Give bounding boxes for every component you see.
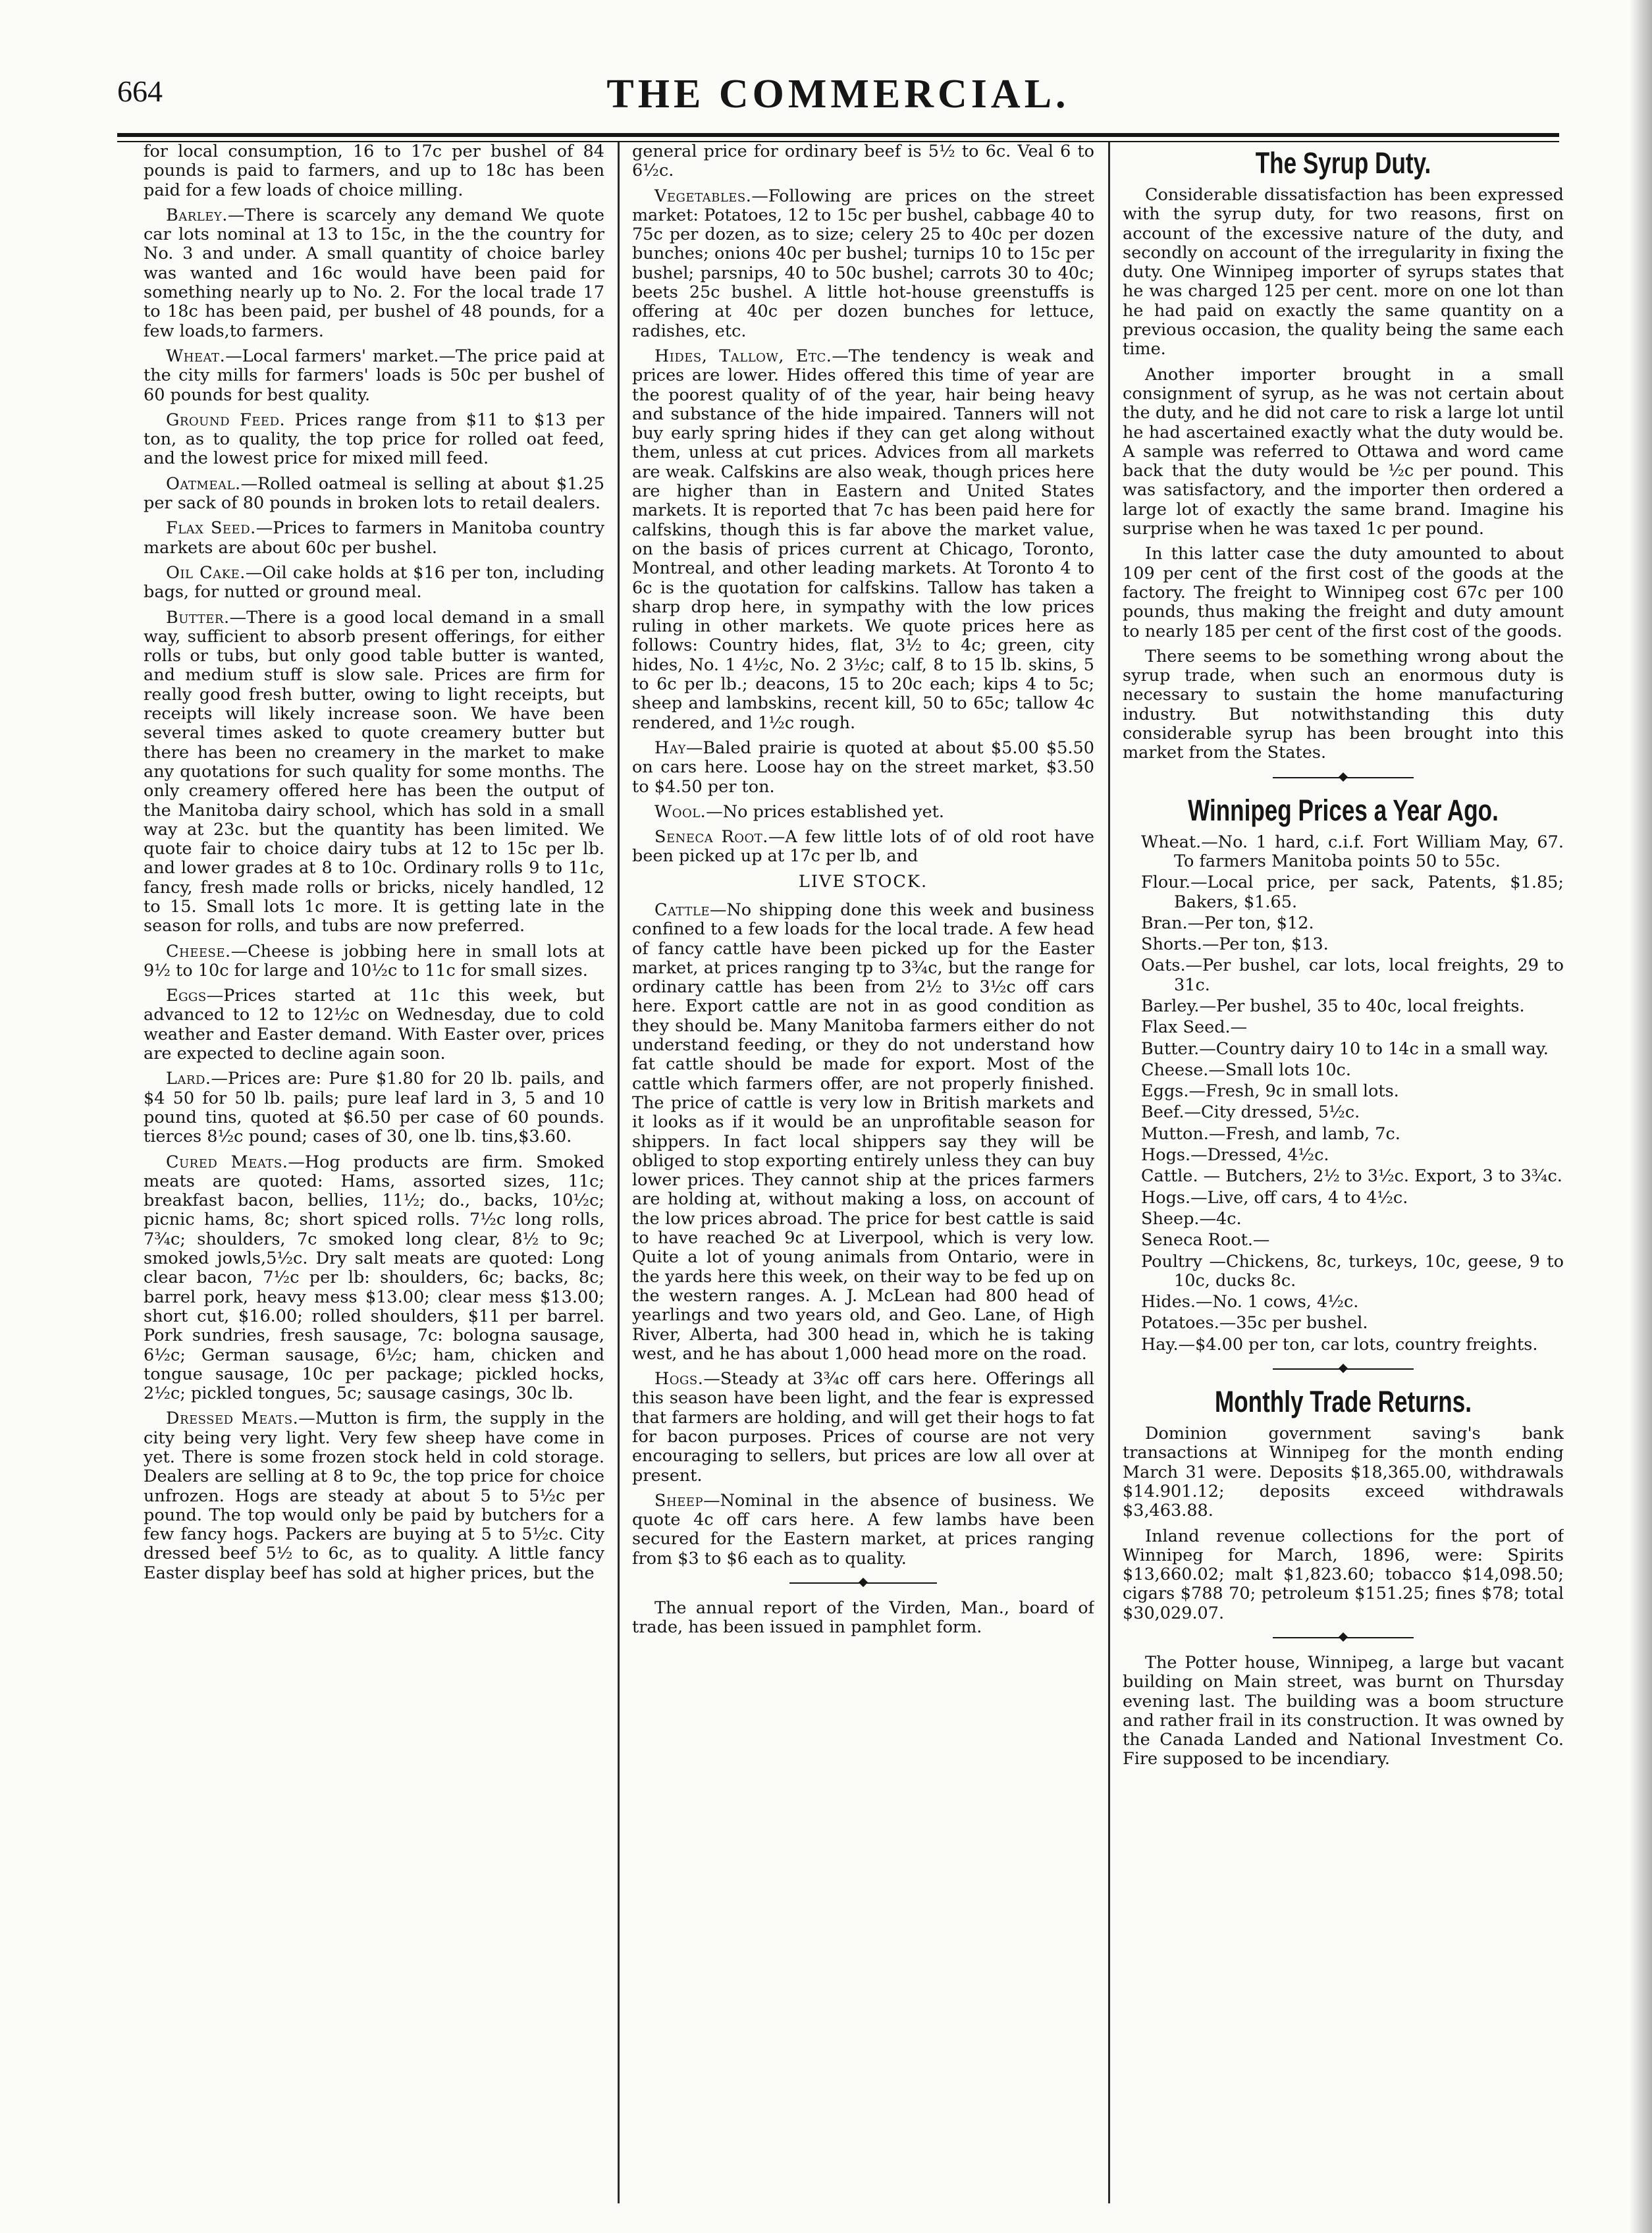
- monthly-paragraph: Inland revenue collections for the port of Winnipeg for March, 1896, were: Spirits $13,660.02; malt $1,823.60; tobacco $14,098.50; cigars $788 70; petroleum $151.25; fines $78; total $30,029.07.: [1123, 1526, 1564, 1623]
- paragraph-text: —There is a good local demand in a small way, sufficient to absorb present offerings, for either rolls or tubs, but only good table butter is wanted, and medium stuff is slow sale. Prices are firm for really good fresh butter, owing to light receipts, but receipts will likely increase soon. We have been several times asked to quote creamery butter but there has been no creamery in the market to make any quotations for such quality for some months. The only creamery offered here has been the output of the Manitoba dairy school, which has sold in a small way at 23c. but the quantity has been limited. We quote fair to choice dairy tubs at 12 to 15c per lb. and lower grades at 8 to 10c. Ordinary rolls 9 to 11c, fancy, fresh made rolls or bricks, nicely handled, 12 to 15. Small lots 1c more. It is getting late in the season for rolls, and tubs are now preferred.: [144, 607, 604, 936]
- year-ago-item: Flour.—Local price, per sack, Patents, $1.85; Bakers, $1.65.: [1141, 873, 1564, 912]
- paragraph-text: —Steady at 3¾c off cars here. Offerings all this season have been light, and the fear is expressed that farmers are holding, and will get their hogs to fat for bacon purposes. Prices of course are not very encouraging to sellers, but prices are low all over at present.: [632, 1369, 1094, 1486]
- year-ago-item: Hay.—$4.00 per ton, car lots, country freights.: [1141, 1334, 1538, 1355]
- column-rule: [1108, 142, 1110, 2203]
- paragraph-lead: Lard.: [166, 1069, 211, 1089]
- page-header: [117, 74, 1559, 133]
- year-ago-item: Cattle. — Butchers, 2½ to 3½c. Export, 3 to 3¾c.: [1141, 1166, 1562, 1187]
- paragraph-lead: Cheese.: [166, 941, 231, 961]
- paragraph-text: —Prices to farmers in Manitoba country markets are about 60c per bushel.: [144, 518, 604, 558]
- paragraph-text: —No shipping done this week and business confined to a few loads for the local trade. A few head of fancy cattle have been picked up for the Easter market, at prices ranging tp to 3¾c, but the range for ordinary cattle has been from 2½ to 3½c off cars here. Export cattle are not in as good condition as they should be. Many Manitoba farmers either do not understand feeding, or they do not understand how fat cattle should be made for export. Most of the cattle which farmers offer, are not properly finished. The price of cattle is very low in British markets and it looks as if it would be an unprofitable season for shippers. In fact local shippers say they will be obliged to stop exporting entirely unless they can buy lower prices. They cannot ship at the prices farmers are holding at, without making a loss, on account of the low prices abroad. The price for best cattle is said to have reached 9c at Liverpool, which is very low. Quite a lot of young animals from Ontario, were in the yards here this week, on their way to be fed up on the western ranges. A. J. McLean had 800 head of yearlings and two years old, and Geo. Lane, of High River, Alberta, had 300 head in, which he is taking west, and he has about 1,000 head more on the road.: [632, 900, 1094, 1364]
- section-ornament: [632, 1579, 1094, 1587]
- paragraph-text: for local consumption, 16 to 17c per bushel of 84 pounds is paid to farmers, and up to 18c has been paid for a few loads of choice milling.: [144, 142, 604, 200]
- year-ago-item: Eggs.—Fresh, 9c in small lots.: [1141, 1081, 1399, 1102]
- market-paragraph: [144, 986, 604, 1063]
- paragraph-lead: Sheep: [654, 1490, 704, 1511]
- paragraph-lead: Ground Feed.: [166, 410, 286, 430]
- year-ago-item: Hogs.—Live, off cars, 4 to 4½c.: [1141, 1187, 1408, 1208]
- paragraph-text: —No prices established yet.: [706, 801, 944, 822]
- market-paragraph: [632, 1492, 1094, 1569]
- paragraph-text: —Prices started at 11c this week, but advanced to 12 to 12½c on Wednesday, due to cold weather and Easter demand. With Easter over, prices are expected to decline again soon.: [144, 986, 604, 1064]
- year-ago-item: Poultry —Chickens, 8c, turkeys, 10c, geese, 9 to 10c, ducks 8c.: [1141, 1251, 1564, 1291]
- market-paragraph: [632, 142, 1094, 181]
- year-ago-item: Flax Seed.—: [1141, 1017, 1248, 1038]
- paragraph-lead: Flax Seed.: [166, 518, 256, 539]
- paragraph-lead: Vegetables.: [654, 186, 752, 206]
- paragraph-lead: Butter.: [166, 607, 230, 628]
- page-edge-shadow: [1630, 0, 1652, 2233]
- market-paragraph: [144, 942, 604, 981]
- market-paragraph: [144, 564, 604, 603]
- paragraph-lead: Cured Meats.: [166, 1152, 288, 1172]
- year-ago-item: Butter.—Country dairy 10 to 14c in a small way.: [1141, 1038, 1549, 1059]
- paragraph-text: —Oil cake holds at $16 per ton, including bags, for nutted or ground meal.: [144, 562, 604, 603]
- year-ago-heading: Winnipeg Prices a Year Ago.: [1188, 793, 1499, 827]
- paragraph-lead: Hides, Tallow, Etc.: [654, 346, 832, 366]
- market-paragraph: [632, 901, 1094, 1364]
- subheading: LIVE STOCK.: [798, 871, 928, 892]
- year-ago-item: Shorts.—Per ton, $13.: [1141, 934, 1329, 955]
- paragraph-text: general price for ordinary beef is 5½ to 6c. Veal 6 to 6½c.: [632, 142, 1094, 181]
- section-ornament: [1123, 1634, 1564, 1642]
- market-paragraph: [144, 206, 604, 341]
- year-ago-item: Potatoes.—35c per bushel.: [1141, 1313, 1368, 1333]
- market-paragraph: [144, 1153, 604, 1404]
- paragraph-text: —Baled prairie is quoted at about $5.00 $5.50 on cars here. Loose hay on the street market, $3.50 to $4.50 per ton.: [632, 738, 1094, 797]
- market-paragraph: [144, 411, 604, 469]
- section-ornament: [1123, 1365, 1564, 1373]
- syrup-paragraph: Considerable dissatisfaction has been expressed with the syrup duty, for two reasons, first on account of the excessive nature of the duty, and secondly on account of the irregularity in fixing the duty. One Winnipeg importer of syrups states that he was charged 125 per cent. more on one lot than he had paid on exactly the same quantity on a previous occasion, the quality being the same each time.: [1123, 185, 1564, 360]
- paragraph-text: —Following are prices on the street market: Potatoes, 12 to 15c per bushel, cabbage 40 to 75c per dozen, as to size; celery 25 to 40c per dozen bunches; onions 40c per bushel; turnips 10 to 15c per bushel; parsnips, 40 to 50c bushel; carrots 30 to 40c; beets 25c bushel. A little hot-house greenstuffs is offering at 40c per dozen bunches for lettuce, radishes, etc.: [632, 186, 1094, 341]
- market-paragraph: [144, 1069, 604, 1146]
- year-ago-item: Hides.—No. 1 cows, 4½c.: [1141, 1292, 1359, 1312]
- year-ago-item: Mutton.—Fresh, and lamb, 7c.: [1141, 1123, 1400, 1144]
- paragraph-text: —Nominal in the absence of business. We quote 4c off cars here. A few lambs have been secured for the Eastern market, at prices ranging from $3 to $6 each as to quality.: [632, 1490, 1094, 1569]
- paragraph-text: —Local farmers' market.—The price paid at the city mills for farmers' loads is 50c per bushel of 60 pounds for best quality.: [144, 346, 604, 405]
- paragraph-lead: Oatmeal.: [166, 473, 241, 494]
- syrup-paragraph: There seems to be something wrong about the syrup trade, when such an enormous duty is necessary to sustain the home manufacturing industry. But notwithstanding this duty considerable syrup has been brought into this market from the States.: [1123, 646, 1564, 763]
- year-ago-item: Bran.—Per ton, $12.: [1141, 913, 1314, 933]
- year-ago-item: Sheep.—4c.: [1141, 1208, 1242, 1229]
- market-paragraph: [632, 347, 1094, 733]
- year-ago-item: Wheat.—No. 1 hard, c.i.f. Fort William May, 67. To farmers Manitoba points 50 to 55c.: [1141, 832, 1564, 871]
- market-paragraph: [632, 828, 1094, 867]
- paragraph-text: —Prices are: Pure $1.80 for 20 lb. pails, and $4 50 for 50 lb. pails; pure leaf lard in 3, 5 and 10 pound tins, quoted at $6.50 per case of 60 pounds. tierces 8½c pound; cases of 30, one lb. tins,$3.60.: [144, 1069, 604, 1147]
- paragraph-lead: Wool.: [654, 801, 706, 822]
- paragraph-lead: Oil Cake.: [166, 562, 246, 583]
- masthead: THE COMMERCIAL.: [606, 72, 1070, 117]
- syrup-duty-heading: The Syrup Duty.: [1255, 146, 1431, 180]
- paragraph-lead: Seneca Root.: [654, 827, 768, 847]
- year-ago-item: Cheese.—Small lots 10c.: [1141, 1060, 1351, 1080]
- paragraph-text: Prices range from $11 to $13 per ton, as to quality, the top price for rolled oat feed, and the lowest price for mixed mill feed.: [144, 410, 604, 469]
- paragraph-text: —Rolled oatmeal is selling at about $1.25 per sack of 80 pounds in broken lots to retail dealers.: [144, 473, 604, 514]
- market-paragraph: [632, 1370, 1094, 1486]
- syrup-paragraph: Another importer brought in a small consignment of syrup, as he was not certain about the duty, and he did not care to risk a large lot until he had ascertained exactly what the duty would be. A sample was referred to Ottawa and word came back that the duty would be ½c per pound. This was satisfactory, and the importer then ordered a large lot of exactly the same brand. Imagine his surprise when he was taxed 1c per pound.: [1123, 364, 1564, 539]
- paragraph-lead: Eggs: [166, 986, 207, 1006]
- page-number: 664: [117, 74, 163, 108]
- paragraph-lead: Cattle: [654, 900, 710, 920]
- year-ago-item: Beef.—City dressed, 5½c.: [1141, 1102, 1360, 1123]
- market-paragraph: [144, 519, 604, 558]
- paragraph-lead: Barley.: [166, 205, 228, 225]
- paragraph-lead: Dressed Meats.: [166, 1409, 299, 1429]
- monthly-returns-heading: Monthly Trade Returns.: [1214, 1385, 1472, 1419]
- section-ornament: [1123, 774, 1564, 782]
- year-ago-item: Barley.—Per bushel, 35 to 40c, local freights.: [1141, 996, 1525, 1016]
- paragraph-text: —The tendency is weak and prices are lower. Hides offered this time of year are the poorest quality of of the year, hair being heavy and substance of the hide impaired. Tanners will not buy early spring hides if they can get along without them, unless at cut prices. Advices from all markets are weak. Calfskins are also weak, though prices here are higher than in Eastern and United States markets. It is reported that 7c has been paid here for calfskins, though this is far above the market value, on the basis of prices current at Chicago, Toronto, Montreal, and other leading markets. At Toronto 4 to 6c is the quotation for calfskins. Tallow has taken a sharp drop here, in sympathy with the low prices ruling in other markets. We quote prices here as follows: Country hides, flat, 3½ to 4c; green, city hides, No. 1 4½c, No. 2 3½c; calf, 8 to 15 lb. skins, 5 to 6c per lb.; deacons, 15 to 20c each; kips 4 to 5c; sheep and lambskins, recent kill, 50 to 65c; tallow 4c rendered, and 1½c rough.: [632, 346, 1094, 733]
- paragraph-text: —Cheese is jobbing here in small lots at 9½ to 10c for large and 10½c to 11c for small sizes.: [144, 941, 604, 981]
- potter-house-paragraph: The Potter house, Winnipeg, a large but vacant building on Main street, was burnt on Thursday evening last. The building was a boom structure and rather frail in its construction. It was owned by the Canada Landed and National Investment Co. Fire supposed to be incendiary.: [1123, 1653, 1564, 1769]
- market-paragraph: [144, 475, 604, 514]
- market-paragraph: [632, 1599, 1094, 1638]
- column-market-reports-2: [632, 142, 1094, 2230]
- year-ago-item: Oats.—Per bushel, car lots, local freights, 29 to 31c.: [1141, 955, 1564, 995]
- monthly-paragraph: Dominion government saving's bank transactions at Winnipeg for the month ending March 31 were. Deposits $18,365.00, withdrawals $14.901.12; deposits exceed withdrawals $3,463.88.: [1123, 1424, 1564, 1521]
- market-paragraph: [144, 1409, 604, 1583]
- market-paragraph: [632, 187, 1094, 341]
- year-ago-item: Hogs.—Dressed, 4½c.: [1141, 1145, 1329, 1166]
- market-paragraph: [144, 608, 604, 936]
- paragraph-text: —Hog products are firm. Smoked meats are quoted: Hams, assorted sizes, 11c; breakfast bacon, bellies, 11½; do., backs, 10½c; picnic hams, 8c; short spiced rolls. 7½c long rolls, 7¾c; shoulders, 7c smoked long clear, 8½ to 9c; smoked jowls,5½c. Dry salt meats are quoted: Long clear bacon, 7½c per lb: shoulders, 6c; backs, 8c; barrel pork, heavy mess $13.00; clear mess $13.00; short cut, $16.00; rolled shoulders, $11 per barrel. Pork sundries, fresh sausage, 7c: bologna sausage, 6½c; German sausage, 6½c; ham, chicken and tongue sausage, 10c per package; pickled hocks, 2½c; pickled tongues, 5c; sausage casings, 30c lb.: [144, 1152, 604, 1404]
- column-rule: [618, 142, 620, 2203]
- paragraph-text: —There is scarcely any demand We quote car lots nominal at 13 to 15c, in the the country for No. 3 and under. A small quantity of choice barley was wanted and 16c would have been paid for something nearly up to No. 2. For the local trade 17 to 18c has been paid, per bushel of 48 pounds, for a few loads,to farmers.: [144, 205, 604, 341]
- column-right: [1123, 142, 1564, 2230]
- paragraph-lead: Hay: [654, 738, 686, 758]
- paragraph-lead: Wheat.: [166, 346, 226, 366]
- syrup-paragraph: In this latter case the duty amounted to about 109 per cent of the first cost of the goods at the factory. The freight to Winnipeg cost 67c per 100 pounds, thus making the freight and duty amount to nearly 185 per cent of the first cost of the goods.: [1123, 544, 1564, 641]
- paragraph-text: The annual report of the Virden, Man., board of trade, has been issued in pamphlet form.: [632, 1598, 1094, 1638]
- market-paragraph: [632, 803, 1094, 822]
- year-ago-list: [1123, 833, 1564, 1355]
- market-paragraph: [632, 739, 1094, 797]
- header-rule: [117, 133, 1559, 137]
- column-market-reports-1: [144, 142, 604, 2230]
- paragraph-lead: Hogs.: [654, 1369, 704, 1389]
- year-ago-item: Seneca Root.—: [1141, 1230, 1270, 1251]
- paragraph-text: —A few little lots of of old root have been picked up at 17c per lb, and: [632, 827, 1094, 867]
- market-paragraph: [144, 142, 604, 200]
- paragraph-text: —Mutton is firm, the supply in the city being very light. Very few sheep have come in yet. There is some frozen stock held in cold storage. Dealers are selling at 8 to 9c, the top price for choice unfrozen. Hogs are steady at about 5 to 5½c per pound. The top would only be paid by butchers for a few fancy hogs. Packers are buying at 5 to 5½c. City dressed beef 5½ to 6c, as to quality. A little fancy Easter display beef has sold at higher prices, but the: [144, 1409, 604, 1583]
- market-paragraph: [144, 347, 604, 405]
